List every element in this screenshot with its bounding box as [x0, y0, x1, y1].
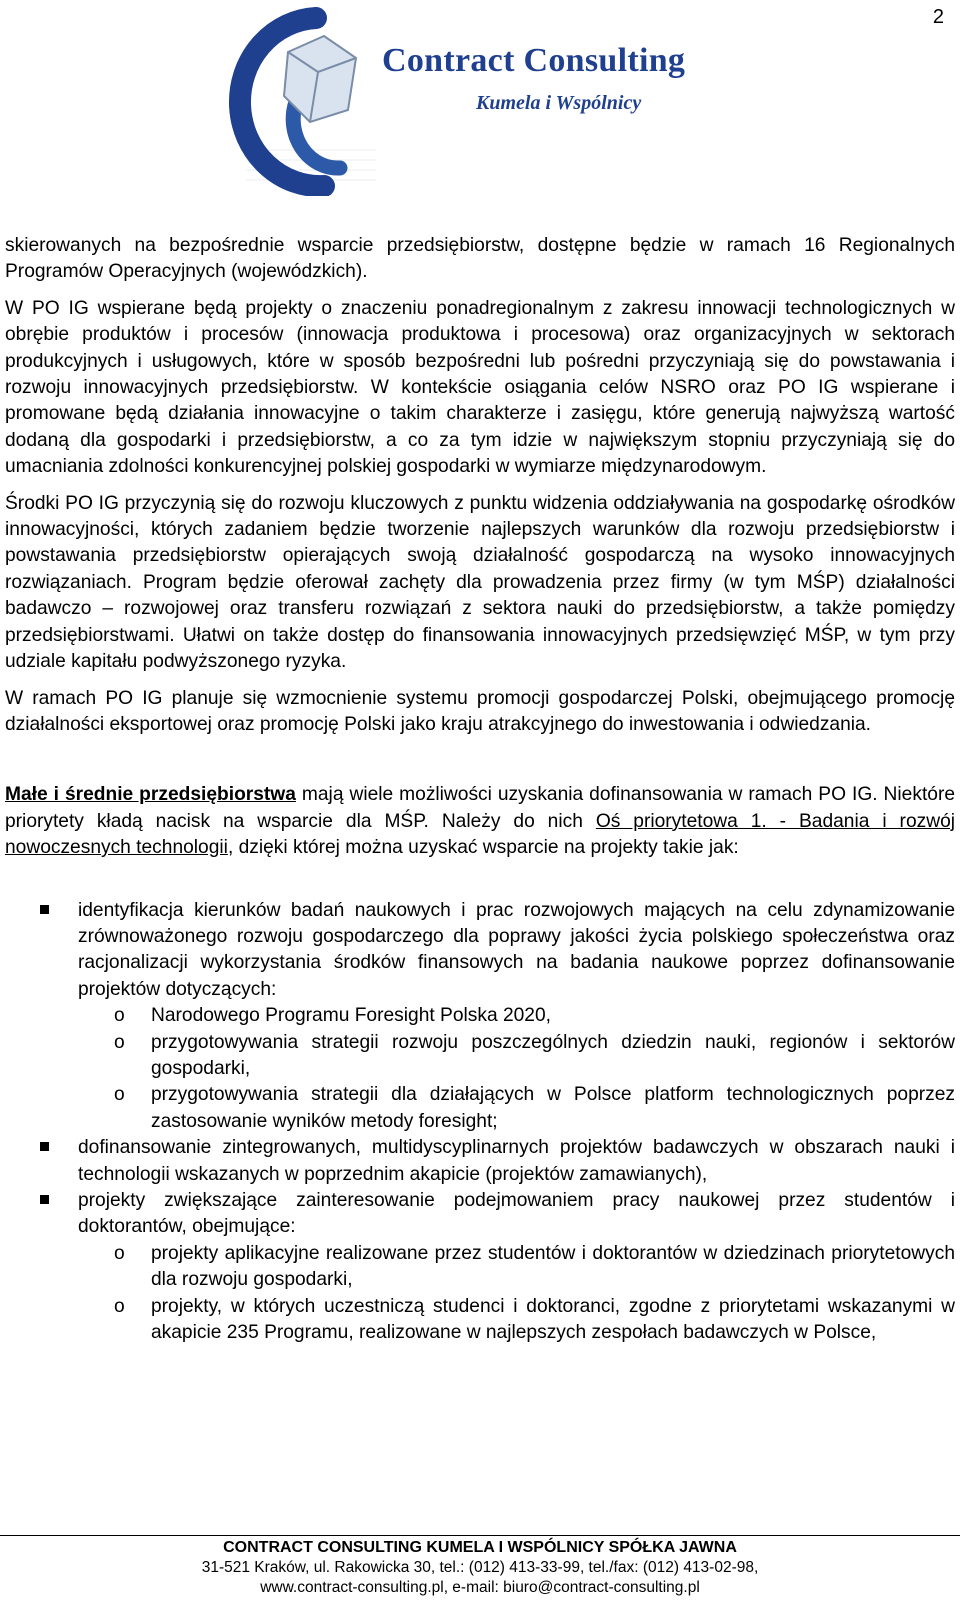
list-item-text: projekty zwiększające zainteresowanie podejmowaniem pracy naukowej przez studentów i doktorantów, obejmujące: — [78, 1190, 955, 1238]
page-number: 2 — [932, 6, 944, 28]
sub-list-item — [78, 1294, 955, 1347]
list-item-text: identyfikacja kierunków badań naukowych i prac rozwojowych mających na celu zdynamizowanie zrównoważonego rozwoju gospodarczego dla poprawy jakości życia polskiego społeczeństwa oraz racjonalizacji wykorzystania środków finansowych na badania naukowe poprzez dofinansowanie projektów dotyczących: — [78, 899, 955, 1000]
square-bullet-icon — [40, 905, 49, 914]
paragraph-2: W PO IG wspierane będą projekty o znaczeniu ponadregionalnym z zakresu innowacji technologicznych w obrębie produktów i procesów (innowacja produktowa i procesowa) oraz organizacyjnych w sektorach produkcyjnych i usługowych, które w sposób bezpośredni lub pośredni przyczyniają się do powstawania i rozwoju innowacyjnych przedsiębiorstw. W kontekście osiągania celów NSRO oraz PO IG wspierane i promowane będą działania innowacyjne o takim charakterze i zasięgu, które generują najwyższą wartość dodaną dla gospodarki i przedsiębiorstw, a co za tym idzie w największym stopniu przyczyniają się do umacniania zdolności konkurencyjnej polskiej gospodarki w wymiarze międzynarodowym. — [5, 297, 955, 478]
square-bullet-icon — [40, 1142, 49, 1151]
circle-bullet-icon: o — [114, 1242, 125, 1264]
paragraph-4: W ramach PO IG planuje się wzmocnienie systemu promocji gospodarczej Polski, obejmującego promocję działalności eksportowej oraz promocję Polski jako kraju atrakcyjnego do inwestowania i odwiedzania. — [5, 687, 955, 735]
sub-list — [78, 1003, 955, 1135]
paragraph-5-mid: mają wiele możliwości uzyskania dofinansowania w ramach PO IG. Niektóre priorytety kładą nacisk na wsparcie dla MŚP. Należy do nich — [5, 784, 956, 832]
company-logo — [206, 0, 711, 196]
list-item — [5, 1135, 955, 1188]
bullet-list — [5, 898, 955, 1347]
sub-list-item-text: projekty aplikacyjne realizowane przez studentów i doktorantów w dziedzinach priorytetowych dla rozwoju gospodarki, — [151, 1242, 955, 1291]
paragraph-3: Środki PO IG przyczynią się do rozwoju kluczowych z punktu widzenia oddziaływania na gospodarkę ośrodków innowacyjności, których zadaniem będzie tworzenie najlepszych warunków dla rozwoju przedsiębiorstw i powstawania przedsiębiorstw opierających swoją działalność gospodarczą na wysoko innowacyjnych rozwiązaniach. Program będzie oferował zachęty dla prowadzenia przez firmy (w tym MŚP) działalności badawczo – rozwojowej oraz transferu rozwiązań z sektora nauki do przedsiębiorstw, a także pomiędzy przedsiębiorstwami. Ułatwi on także dostęp do finansowania innowacyjnych przedsięwzięć MŚP, w tym przy udziale kapitału podwyższonego ryzyka. — [5, 492, 955, 673]
logo-name: Contract Consulting — [382, 42, 686, 79]
sub-list-item — [78, 1003, 955, 1029]
sme-heading: Małe i średnie przedsiębiorstwa — [5, 784, 296, 806]
page-footer — [0, 1538, 960, 1598]
sub-list-item-text: przygotowywania strategii rozwoju poszczególnych dziedzin nauki, regionów i sektorów gospodarki, — [151, 1031, 955, 1079]
sub-list-item-text: projekty, w których uczestniczą studenci i doktoranci, zgodne z priorytetami wskazanymi w akapicie 235 Programu, realizowane w najlepszych zespołach badawczych w Polsce, — [151, 1295, 955, 1344]
footer-company: CONTRACT CONSULTING KUMELA I WSPÓLNICY SPÓŁKA JAWNA — [223, 1539, 737, 1556]
sub-list-item — [78, 1241, 955, 1294]
circle-bullet-icon: o — [114, 1295, 125, 1317]
paragraph-1: skierowanych na bezpośrednie wsparcie przedsiębiorstw, dostępne będzie w ramach 16 Regionalnych Programów Operacyjnych (wojewódzkich). — [5, 235, 955, 283]
footer-contact: www.contract-consulting.pl, e-mail: biuro@contract-consulting.pl — [260, 1579, 700, 1596]
footer-address: 31-521 Kraków, ul. Rakowicka 30, tel.: (012) 413-33-99, tel./fax: (012) 413-02-98, — [201, 1559, 759, 1576]
square-bullet-icon — [40, 1195, 49, 1204]
sub-list — [78, 1241, 955, 1347]
list-item-text: dofinansowanie zintegrowanych, multidyscyplinarnych projektów badawczych w obszarach nauki i technologii wskazanych w poprzednim akapicie (projektów zamawianych), — [78, 1137, 955, 1185]
paragraph-5 — [5, 782, 955, 861]
paragraph-5-end: , dzięki której można uzyskać wsparcie na projekty takie jak: — [227, 837, 739, 859]
sub-list-item — [78, 1030, 955, 1083]
circle-bullet-icon: o — [114, 1005, 125, 1027]
circle-bullet-icon: o — [114, 1031, 125, 1053]
document-body — [5, 233, 955, 1346]
footer-divider — [0, 1535, 960, 1536]
sub-list-item — [78, 1082, 955, 1135]
priority-axis-link[interactable]: Oś priorytetowa 1. - Badania i rozwój nowoczesnych technologii — [5, 810, 955, 859]
list-item — [5, 1188, 955, 1346]
sub-list-item-text: Narodowego Programu Foresight Polska 2020, — [151, 1005, 551, 1027]
sub-list-item-text: przygotowywania strategii dla działających w Polsce platform technologicznych poprzez zastosowanie wyników metody foresight; — [151, 1084, 955, 1132]
circle-bullet-icon: o — [114, 1084, 125, 1106]
logo-tagline: Kumela i Wspólnicy — [476, 92, 642, 114]
list-item — [5, 898, 955, 1136]
